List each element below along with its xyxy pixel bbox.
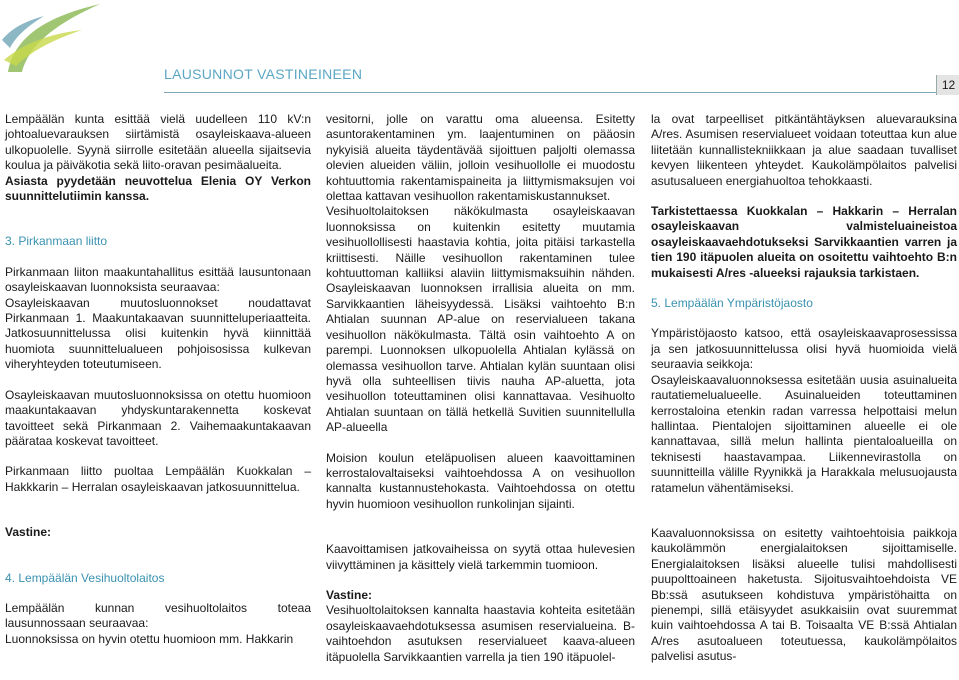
paragraph: Osayleiskaavan muutosluonnokset noudattavat Pirkanmaan 1. Maakuntakaavan suunnitteluperiaatteita. Jatkosuunnittelussa olisi kuitenkin hyvä kiinnittää huomiota suunnittelualueen pohjoisosissa kulkevan viheryhteyden toteutumiseen. bbox=[5, 295, 311, 372]
section-heading: 4. Lempäälän Vesihuoltolaitos bbox=[5, 570, 165, 585]
paragraph: Kaavaluonnoksissa on esitetty vaihtoehtoisia paikkoja kaukolämmön energialaitoksen sijoittamiselle. Energialaitoksen lisäksi alueelle tulisi mahdollisesti puupolttoaineen haketusta. Sijoitusvaihtoehdoista VE Bb:ssä asutukseen kohdistuva ympäristöhaitta on pienempi, sillä etäisyydet asukkaisiin ovat suuremmat kuin vaihtoehdossa A tai B. Toisaalta VE B:ssä Ahtialan A/res asutoalueen toteutuessa, kaukolämpölaitos palvelisi asutus- bbox=[651, 525, 957, 664]
paragraph: Lempäälän kunta esittää vielä uudelleen 110 kV:n johtoaluevarauksen siirtämistä osayleiskaava-alueen ulkopuolelle. Syynä siirrolle esitetään alueella sijaitsevia koulua ja päiväkotia sekä liito-oravan pesimäalueita. Asiasta pyydetään neuvottelua Elenia OY Verkon suunnittelutiimin kanssa. bbox=[5, 112, 311, 204]
paragraph: Kaavoittamisen jatkovaiheissa on syytä ottaa hulevesien viivyttäminen ja käsittely vielä tarkemmin tuomioon. bbox=[326, 542, 635, 572]
vastine-label: Vastine: bbox=[326, 587, 373, 602]
column-1 bbox=[5, 112, 311, 662]
paragraph-bold: Tarkistettaessa Kuokkalan – Hakkarin – Herralan osayleiskaavan valmisteluaineistoa osayleiskaavaehdotukseksi Sarvikkaantien varren ja tien 190 itäpuolen alueita on osoitettu vaihtoehto B:n mukaisesti A/res -alueeksi rajauksia tarkistaen. bbox=[651, 204, 957, 280]
section-heading: 3. Pirkanmaan liitto bbox=[5, 234, 108, 249]
page-number: 12 bbox=[936, 75, 959, 95]
paragraph: la ovat tarpeelliset pitkäntähtäyksen aluevarauksina A/res. Asumisen reservialueet voidaan toteuttaa kun alue liitetään kunnallistekniikkaan ja alue saadaan tuvalliset kevyen liikenteen yhteydet. Kaukolämpölaitos palvelisi asutusalueen energiahuoltoa tehokkaasti. bbox=[651, 112, 957, 188]
section-title: LAUSUNNOT VASTINEINEEN bbox=[164, 66, 363, 82]
paragraph: Luonnoksissa on hyvin otettu huomioon mm. Hakkarin bbox=[5, 631, 294, 646]
paragraph: Lempäälän kunnan vesihuoltolaitos toteaa lausunnossaan seuraavaa: bbox=[5, 600, 311, 631]
paragraph: Pirkanmaan liiton maakuntahallitus esittää lausuntonaan osayleiskaavan luonnoksista seuraavaa: bbox=[5, 264, 311, 295]
section-heading: 5. Lempäälän Ympäristöjaosto bbox=[651, 296, 813, 311]
logo bbox=[0, 0, 110, 80]
paragraph: Pirkanmaan liitto puoltaa Lempäälän Kuokkalan – Hakkkarin – Herralan osayleiskaavan jatkosuunnittelua. bbox=[5, 464, 311, 494]
paragraph: Vesihuoltolaitoksen kannalta haastavia kohteita esitetään osayleiskaavaehdotuksessa asumisen reservialueina. B-vaihtoehdon asutuksen reservialueet kaava-alueen itäpuolella Sarvikkaantien varrella ja tien 190 itäpuolel- bbox=[326, 603, 635, 664]
paragraph: Osayleiskaavaluonnoksessa esitetään uusia asuinalueita rautatiemelualueelle. Asuinalueiden toteuttaminen kerrostaloina etenkin radan varressa helpottaisi melun hallintaa. Pientalojen sijoittaminen alueelle ei ole kannattavaa, sillä melun hallinta pientaloalueilla on teknisesti haastavampaa. Liikennevirastolla on suunnitteilla välille Ryynikkä ja Harakkala melusuojausta ratamelun vähentämiseksi. bbox=[651, 372, 957, 495]
column-3 bbox=[651, 112, 957, 680]
paragraph: Vesihuoltolaitoksen näkökulmasta osayleiskaavan luonnoksissa on kuitenkin esitetty muutamia vesihuollollisesti haastavia kohtia, joita pitäisi tarkastella kriittisesti. Näille vesihuollon rakentaminen tulee kohtuuttoman kalliiksi alaviin liittymismaksuihin nähden. Osayleiskaavan luonnoksen irrallisia alueita on mm. Sarvikkaantien läheisyydessä. Lisäksi vaihtoehto B:n Ahtialan suunnan AP-alue on reservialueen takana vesihuollon näkökulmasta. Tältä osin vaihtoehto A on parempi. Luonnoksen ulkopuolella Ahtialan kylässä on olemassa vesihuollon tarve. Ahtialan kylän suuntaan olisi hyvä olla suhteellisen tiivis nauha AP-aluetta, jota vesihuollon toteuttaminen olisi kannattavaa. Vesihuolto Ahtialan suuntaan on tällä hetkellä Suvitien suunnitellulla AP-alueella bbox=[326, 204, 635, 435]
paragraph: Osayleiskaavan muutosluonnoksissa on otettu huomioon maakuntakaavan yhdyskuntarakennetta koskevat tavoitteet sekä Pirkanmaan 2. Vaihemaakuntakaavan päärataa koskevat tavoitteet. bbox=[5, 387, 311, 448]
logo-graphic bbox=[0, 0, 110, 80]
vastine-label: Vastine: bbox=[5, 525, 52, 540]
paragraph: Moision koulun eteläpuolisen alueen kaavoittaminen kerrostalovaltaiseksi vaihtoehdossa A on vesihuollon kannalta kustannustehokasta. Vaihtoehdossa on otettu hyvin huomioon vesihuollon runkolinjan sijainti. bbox=[326, 450, 635, 511]
paragraph: Ympäristöjaosto katsoo, että osayleiskaavaprosessissa ja sen jatkosuunnittelussa olisi hyvä huomioida vielä seuraavia seikkoja: bbox=[651, 326, 957, 372]
paragraph: vesitorni, jolle on varattu oma alueensa. Esitetty asuntorakentaminen ym. laajentuminen on pääosin nykyisiä alueita täydentävää sijoittuen paljolti olemassa olevien alueiden väliin, jolloin vesihuollolle ei muodostu kohtuuttomia rakentamispaineita ja liittymismaksujen voi olettaa kattavan vesihuollon rakentamiskustannukset. bbox=[326, 112, 635, 204]
column-2 bbox=[326, 112, 635, 680]
header-divider bbox=[164, 92, 959, 93]
